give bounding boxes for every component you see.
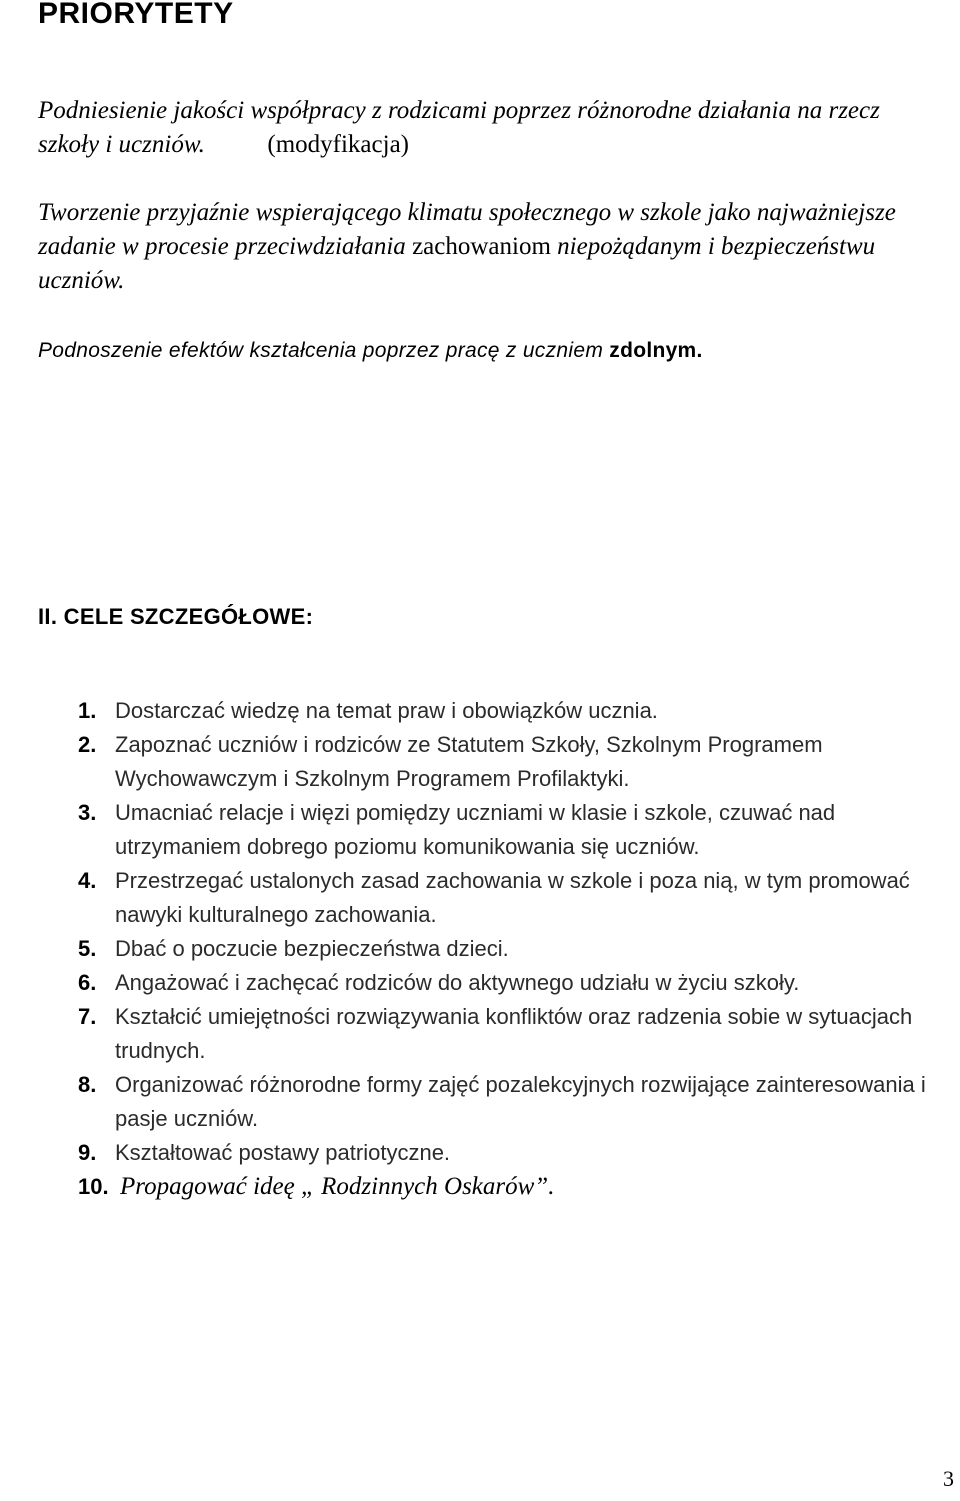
priority-3 (38, 334, 938, 368)
goal-number: 8. (78, 1072, 97, 1097)
goal-number: 9. (78, 1140, 97, 1165)
page-heading: PRIORYTETY (38, 0, 234, 30)
priority-3-end-text: zdolnym. (609, 339, 703, 362)
goal-text: Dostarczać wiedzę na temat praw i obowiązków ucznia. (115, 698, 658, 723)
goal-text: Zapoznać uczniów i rodziców ze Statutem Szkoły, Szkolnym Programem Wychowawczym i Szkolnym Programem Profilaktyki. (115, 732, 823, 791)
list-item (78, 966, 948, 1000)
priority-2-normal-text: zachowaniom (412, 233, 551, 260)
list-item (78, 1000, 948, 1068)
goal-text: Propagować ideę „ Rodzinnych Oskarów”. (120, 1173, 555, 1200)
goal-number: 3. (78, 800, 97, 825)
goal-text: Angażować i zachęcać rodziców do aktywnego udziału w życiu szkoły. (115, 970, 800, 995)
list-item (78, 1136, 948, 1170)
list-item (78, 1068, 948, 1136)
section-title-text: CELE SZCZEGÓŁOWE: (63, 604, 314, 629)
list-item (78, 864, 948, 932)
list-item (78, 796, 948, 864)
priority-1-text: Podniesienie jakości współpracy z rodzicami poprzez różnorodne działania na rzecz szkoły i uczniów. (38, 97, 880, 158)
section-title (38, 600, 313, 634)
list-item (78, 1170, 948, 1204)
goal-number: 7. (78, 1004, 97, 1029)
priority-1 (38, 94, 938, 162)
priority-3-text: Podnoszenie efektów kształcenia poprzez pracę z uczniem (38, 339, 604, 362)
priority-1-note: (modyfikacja) (267, 131, 409, 158)
goals-list (78, 694, 948, 1204)
goal-number: 6. (78, 970, 97, 995)
goal-text: Kształcić umiejętności rozwiązywania konfliktów oraz radzenia sobie w sytuacjach trudnych. (115, 1004, 913, 1063)
goal-number: 5. (78, 936, 97, 961)
list-item (78, 932, 948, 966)
goal-text: Dbać o poczucie bezpieczeństwa dzieci. (115, 936, 509, 961)
goal-text: Kształtować postawy patriotyczne. (115, 1140, 451, 1165)
goal-number: 1. (78, 698, 97, 723)
list-item (78, 694, 948, 728)
goal-number: 2. (78, 732, 97, 757)
goal-number: 10. (78, 1174, 109, 1199)
goal-text: Umacniać relacje i więzi pomiędzy uczniami w klasie i szkole, czuwać nad utrzymaniem dobrego poziomu komunikowania się uczniów. (115, 800, 836, 859)
priority-2-end-text: niepożądanym i bezpieczeństwu uczniów. (38, 233, 876, 294)
goal-text: Przestrzegać ustalonych zasad zachowania w szkole i poza nią, w tym promować nawyki kulturalnego zachowania. (115, 868, 910, 927)
page-number: 3 (943, 1466, 954, 1491)
section-number: II. (38, 604, 58, 629)
list-item (78, 728, 948, 796)
priority-2-text: Tworzenie przyjaźnie wspierającego klimatu społecznego w szkole jako najważniejsze zadanie w procesie przeciwdziałania (38, 199, 896, 260)
priority-2 (38, 196, 938, 298)
goal-number: 4. (78, 868, 97, 893)
goal-text: Organizować różnorodne formy zajęć pozalekcyjnych rozwijające zainteresowania i pasje uczniów. (115, 1072, 926, 1131)
